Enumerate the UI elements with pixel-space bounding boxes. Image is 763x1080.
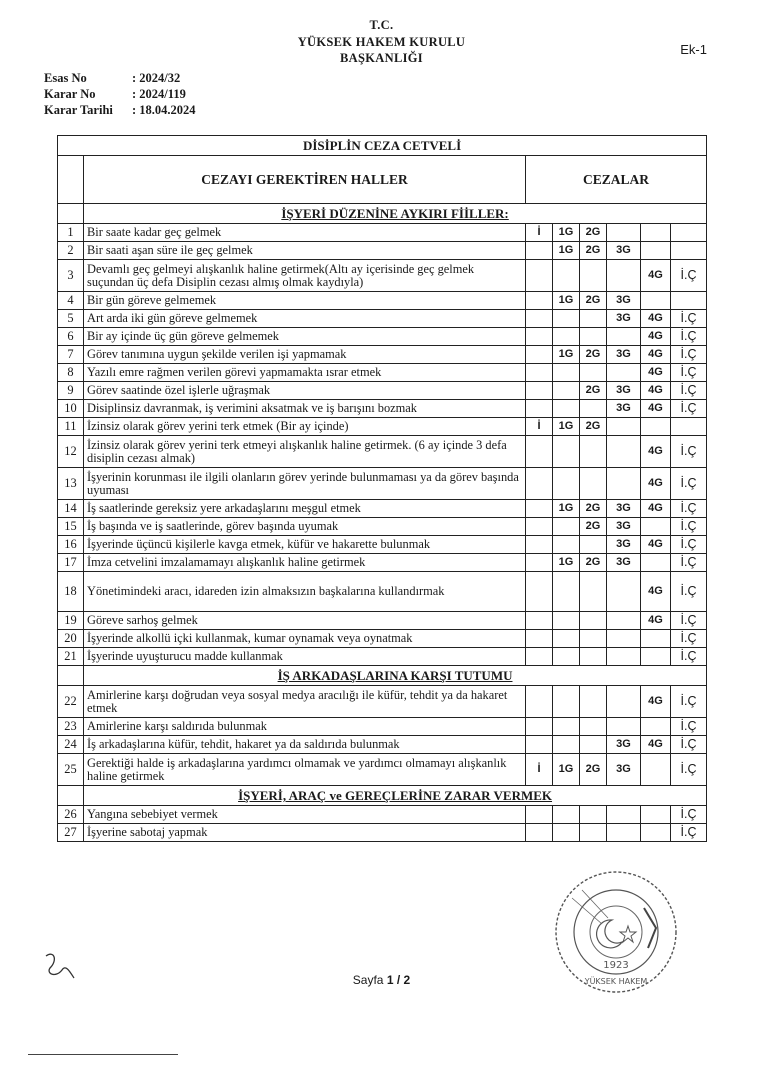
penalty-cell: 3G — [607, 310, 641, 328]
penalty-cell — [526, 648, 553, 666]
penalty-cell — [641, 418, 671, 436]
penalty-cell: 2G — [580, 418, 607, 436]
table-row — [58, 500, 707, 518]
penalty-cell — [641, 630, 671, 648]
penalty-cell — [580, 364, 607, 382]
penalty-cell — [526, 500, 553, 518]
penalty-cell: İ.Ç — [671, 718, 707, 736]
penalty-cell: İ.Ç — [671, 630, 707, 648]
row-number: 26 — [58, 806, 84, 824]
penalty-cell — [526, 536, 553, 554]
penalty-cell: 2G — [580, 292, 607, 310]
table-row — [58, 572, 707, 612]
penalty-cell: İ.Ç — [671, 364, 707, 382]
penalty-cell — [607, 418, 641, 436]
penalty-cell: İ.Ç — [671, 518, 707, 536]
penalty-cell: İ.Ç — [671, 806, 707, 824]
column-header-cases: CEZAYI GEREKTİREN HALLER — [84, 156, 526, 204]
penalty-cell — [607, 824, 641, 842]
case-description: Bir saati aşan süre ile geç gelmek — [84, 242, 526, 260]
case-description: Gerektiği halde iş arkadaşlarına yardımcı olmamak ve yardımcı olmamayı alışkanlık haline getirmek — [84, 754, 526, 786]
penalty-cell: İ.Ç — [671, 824, 707, 842]
table-row — [58, 612, 707, 630]
penalty-cell — [526, 612, 553, 630]
penalty-cell — [553, 824, 580, 842]
table-row — [58, 260, 707, 292]
penalty-cell: 3G — [607, 554, 641, 572]
table-row — [58, 242, 707, 260]
case-description: İş arkadaşlarına küfür, tehdit, hakaret ya da saldırıda bulunmak — [84, 736, 526, 754]
penalty-cell: 3G — [607, 536, 641, 554]
penalty-cell: 3G — [607, 518, 641, 536]
penalty-cell: İ.Ç — [671, 382, 707, 400]
row-number: 22 — [58, 686, 84, 718]
penalty-cell — [526, 736, 553, 754]
penalty-cell — [526, 242, 553, 260]
penalty-cell: 4G — [641, 686, 671, 718]
row-number: 17 — [58, 554, 84, 572]
penalty-cell — [526, 686, 553, 718]
table-row — [58, 310, 707, 328]
table-row — [58, 346, 707, 364]
penalty-cell — [526, 260, 553, 292]
table-row — [58, 436, 707, 468]
penalty-cell: İ.Ç — [671, 612, 707, 630]
penalty-cell: 4G — [641, 436, 671, 468]
meta-karar-tarihi: Karar Tarihi : 18.04.2024 — [44, 103, 196, 117]
penalty-cell — [553, 572, 580, 612]
penalty-cell — [580, 536, 607, 554]
penalty-cell — [526, 630, 553, 648]
penalty-cell: 3G — [607, 382, 641, 400]
penalty-cell: İ.Ç — [671, 400, 707, 418]
penalty-cell: 4G — [641, 400, 671, 418]
penalty-cell — [553, 310, 580, 328]
penalty-table — [57, 135, 707, 842]
penalty-cell — [553, 260, 580, 292]
case-description: Yönetimindeki aracı, idareden izin almaksızın başkalarına kullandırmak — [84, 572, 526, 612]
table-title: DİSİPLİN CEZA CETVELİ — [58, 136, 707, 156]
penalty-cell: 2G — [580, 518, 607, 536]
penalty-cell — [553, 648, 580, 666]
header-line-tc: T.C. — [369, 18, 394, 32]
penalty-cell: İ.Ç — [671, 500, 707, 518]
table-row — [58, 292, 707, 310]
table-row — [58, 224, 707, 242]
penalty-cell: 3G — [607, 736, 641, 754]
penalty-cell: 4G — [641, 310, 671, 328]
penalty-cell — [553, 536, 580, 554]
penalty-cell — [580, 686, 607, 718]
row-number: 2 — [58, 242, 84, 260]
table-row — [58, 518, 707, 536]
table-row — [58, 468, 707, 500]
case-description: İş saatlerinde gereksiz yere arkadaşlarını meşgul etmek — [84, 500, 526, 518]
penalty-cell — [671, 242, 707, 260]
row-number: 5 — [58, 310, 84, 328]
penalty-cell — [553, 468, 580, 500]
table-row — [58, 754, 707, 786]
penalty-cell: 3G — [607, 292, 641, 310]
case-description: Art arda iki gün göreve gelmemek — [84, 310, 526, 328]
table-row — [58, 648, 707, 666]
row-number: 25 — [58, 754, 84, 786]
row-number: 11 — [58, 418, 84, 436]
row-number: 16 — [58, 536, 84, 554]
table-row — [58, 400, 707, 418]
penalty-cell — [641, 518, 671, 536]
penalty-cell — [580, 572, 607, 612]
table-row — [58, 718, 707, 736]
row-number: 12 — [58, 436, 84, 468]
table-row — [58, 806, 707, 824]
section-heading: İŞ ARKADAŞLARINA KARŞI TUTUMU — [84, 666, 707, 686]
penalty-cell: 3G — [607, 400, 641, 418]
table-row — [58, 328, 707, 346]
penalty-cell — [580, 824, 607, 842]
meta-esas: Esas No : 2024/32 — [44, 71, 181, 85]
penalty-cell — [553, 382, 580, 400]
row-number: 27 — [58, 824, 84, 842]
penalty-cell — [607, 572, 641, 612]
case-description: İşyerinde üçüncü kişilerle kavga etmek, küfür ve hakarette bulunmak — [84, 536, 526, 554]
penalty-cell — [671, 418, 707, 436]
penalty-cell — [526, 400, 553, 418]
penalty-cell — [607, 612, 641, 630]
case-description: Göreve sarhoş gelmek — [84, 612, 526, 630]
penalty-cell — [607, 630, 641, 648]
header-line-office: BAŞKANLIĞI — [340, 51, 423, 65]
penalty-cell — [526, 718, 553, 736]
penalty-cell: 3G — [607, 346, 641, 364]
case-description: Görev saatinde özel işlerle uğraşmak — [84, 382, 526, 400]
section-heading: İŞYERİ, ARAÇ ve GEREÇLERİNE ZARAR VERMEK — [84, 786, 707, 806]
penalty-cell: 4G — [641, 382, 671, 400]
penalty-cell — [671, 292, 707, 310]
penalty-cell: 2G — [580, 346, 607, 364]
penalty-cell — [526, 554, 553, 572]
table-row — [58, 382, 707, 400]
penalty-cell — [580, 468, 607, 500]
table-row — [58, 824, 707, 842]
case-description: Bir ay içinde üç gün göreve gelmemek — [84, 328, 526, 346]
penalty-cell — [607, 718, 641, 736]
penalty-cell: 4G — [641, 328, 671, 346]
penalty-cell — [607, 468, 641, 500]
penalty-cell — [553, 686, 580, 718]
penalty-cell — [580, 806, 607, 824]
penalty-cell — [553, 612, 580, 630]
penalty-cell — [580, 436, 607, 468]
penalty-cell: 4G — [641, 468, 671, 500]
section-heading: İŞYERİ DÜZENİNE AYKIRI FİİLLER: — [84, 204, 707, 224]
case-description: İmza cetvelini imzalamamayı alışkanlık haline getirmek — [84, 554, 526, 572]
penalty-cell — [526, 364, 553, 382]
table-row — [58, 418, 707, 436]
penalty-cell — [553, 718, 580, 736]
penalty-cell: İ.Ç — [671, 310, 707, 328]
penalty-cell — [641, 824, 671, 842]
penalty-cell — [526, 310, 553, 328]
row-number: 14 — [58, 500, 84, 518]
row-number: 4 — [58, 292, 84, 310]
penalty-cell — [580, 648, 607, 666]
table-row — [58, 536, 707, 554]
penalty-cell — [607, 806, 641, 824]
penalty-cell — [553, 806, 580, 824]
table-row — [58, 686, 707, 718]
penalty-cell: 2G — [580, 242, 607, 260]
penalty-cell — [580, 260, 607, 292]
penalty-cell: 2G — [580, 554, 607, 572]
penalty-cell — [580, 328, 607, 346]
row-number: 19 — [58, 612, 84, 630]
case-description: Disiplinsiz davranmak, iş verimini aksatmak ve iş barışını bozmak — [84, 400, 526, 418]
penalty-cell: 1G — [553, 346, 580, 364]
row-number: 23 — [58, 718, 84, 736]
table-row — [58, 630, 707, 648]
penalty-cell — [553, 364, 580, 382]
penalty-cell — [553, 400, 580, 418]
row-number: 13 — [58, 468, 84, 500]
header-line-institution: YÜKSEK HAKEM KURULU — [297, 35, 466, 49]
penalty-cell: İ.Ç — [671, 648, 707, 666]
case-description: Yazılı emre rağmen verilen görevi yapmamakta ısrar etmek — [84, 364, 526, 382]
penalty-cell — [553, 436, 580, 468]
penalty-cell — [580, 400, 607, 418]
table-row — [58, 364, 707, 382]
penalty-cell: 2G — [580, 382, 607, 400]
penalty-cell — [641, 292, 671, 310]
penalty-cell: 4G — [641, 612, 671, 630]
penalty-cell — [526, 824, 553, 842]
row-number: 8 — [58, 364, 84, 382]
case-description: Yangına sebebiyet vermek — [84, 806, 526, 824]
table-row — [58, 554, 707, 572]
penalty-cell: İ — [526, 418, 553, 436]
penalty-cell: İ.Ç — [671, 346, 707, 364]
penalty-cell — [607, 328, 641, 346]
penalty-cell — [580, 718, 607, 736]
penalty-cell: İ.Ç — [671, 536, 707, 554]
penalty-cell: 4G — [641, 536, 671, 554]
penalty-cell — [526, 806, 553, 824]
row-number: 24 — [58, 736, 84, 754]
penalty-cell: 1G — [553, 418, 580, 436]
penalty-cell: İ.Ç — [671, 328, 707, 346]
penalty-cell — [607, 686, 641, 718]
penalty-cell: 2G — [580, 754, 607, 786]
penalty-cell: 4G — [641, 260, 671, 292]
row-number: 9 — [58, 382, 84, 400]
case-description: İşyerinde uyuşturucu madde kullanmak — [84, 648, 526, 666]
table-row — [58, 736, 707, 754]
row-number: 7 — [58, 346, 84, 364]
penalty-cell: 4G — [641, 364, 671, 382]
signature-icon — [40, 948, 80, 984]
penalty-cell: 4G — [641, 346, 671, 364]
penalty-cell — [526, 518, 553, 536]
penalty-cell — [553, 736, 580, 754]
penalty-cell — [526, 382, 553, 400]
penalty-cell — [607, 224, 641, 242]
penalty-cell — [671, 224, 707, 242]
meta-karar: Karar No : 2024/119 — [44, 87, 186, 101]
penalty-cell — [607, 364, 641, 382]
case-description: Bir gün göreve gelmemek — [84, 292, 526, 310]
penalty-cell: 1G — [553, 224, 580, 242]
case-description: İşyerine sabotaj yapmak — [84, 824, 526, 842]
stamp-text: YÜKSEK HAKEM — [584, 977, 648, 986]
penalty-cell — [641, 718, 671, 736]
penalty-cell: İ.Ç — [671, 468, 707, 500]
case-description: Görev tanımına uygun şekilde verilen işi yapmamak — [84, 346, 526, 364]
penalty-cell — [580, 630, 607, 648]
page-number: Sayfa 1 / 2 — [352, 973, 411, 987]
penalty-cell — [526, 436, 553, 468]
penalty-cell: 1G — [553, 292, 580, 310]
penalty-cell: İ.Ç — [671, 436, 707, 468]
penalty-cell — [641, 554, 671, 572]
penalty-cell: İ.Ç — [671, 554, 707, 572]
row-number: 3 — [58, 260, 84, 292]
penalty-cell — [553, 630, 580, 648]
penalty-cell: İ.Ç — [671, 260, 707, 292]
penalty-cell: İ — [526, 754, 553, 786]
penalty-cell — [526, 328, 553, 346]
case-description: İşyerinin korunması ile ilgili olanların görev yerinde bulunmaması ya da görev başında uyuması — [84, 468, 526, 500]
penalty-cell: İ.Ç — [671, 736, 707, 754]
case-description: İzinsiz olarak görev yerini terk etmek (Bir ay içinde) — [84, 418, 526, 436]
official-seal-icon — [552, 868, 680, 996]
case-description: İş başında ve iş saatlerinde, görev başında uyumak — [84, 518, 526, 536]
penalty-cell: 3G — [607, 754, 641, 786]
case-description: Devamlı geç gelmeyi alışkanlık haline getirmek(Altı ay içerisinde geç gelmek suçundan üç defa Disiplin cezası almış olmak kaydıyla) — [84, 260, 526, 292]
penalty-cell — [580, 310, 607, 328]
penalty-cell — [607, 436, 641, 468]
page-baseline — [28, 1054, 178, 1055]
penalty-cell: İ — [526, 224, 553, 242]
row-number: 21 — [58, 648, 84, 666]
penalty-cell: 4G — [641, 500, 671, 518]
penalty-cell — [641, 754, 671, 786]
penalty-cell — [641, 648, 671, 666]
penalty-cell — [553, 328, 580, 346]
penalty-cell — [526, 468, 553, 500]
row-number: 6 — [58, 328, 84, 346]
penalty-cell — [641, 806, 671, 824]
penalty-cell: İ.Ç — [671, 686, 707, 718]
penalty-cell: 1G — [553, 500, 580, 518]
penalty-cell — [641, 242, 671, 260]
case-description: İzinsiz olarak görev yerini terk etmeyi alışkanlık haline getirmek. (6 ay içinde 3 defa disiplin cezası almak) — [84, 436, 526, 468]
penalty-cell — [607, 260, 641, 292]
penalty-cell — [641, 224, 671, 242]
penalty-cell — [553, 518, 580, 536]
penalty-cell: 1G — [553, 554, 580, 572]
penalty-cell: 2G — [580, 500, 607, 518]
penalty-cell: 4G — [641, 736, 671, 754]
case-description: İşyerinde alkollü içki kullanmak, kumar oynamak veya oynatmak — [84, 630, 526, 648]
penalty-cell — [526, 346, 553, 364]
row-number: 1 — [58, 224, 84, 242]
penalty-cell: 1G — [553, 242, 580, 260]
stamp-year: 1923 — [603, 960, 629, 971]
case-description: Amirlerine karşı saldırıda bulunmak — [84, 718, 526, 736]
penalty-cell: İ.Ç — [671, 754, 707, 786]
penalty-cell — [607, 648, 641, 666]
row-number: 15 — [58, 518, 84, 536]
penalty-cell: 4G — [641, 572, 671, 612]
penalty-cell — [580, 736, 607, 754]
row-number: 10 — [58, 400, 84, 418]
case-description: Bir saate kadar geç gelmek — [84, 224, 526, 242]
annex-label: Ek-1 — [680, 42, 707, 57]
penalty-cell — [526, 292, 553, 310]
penalty-cell: İ.Ç — [671, 572, 707, 612]
row-number: 20 — [58, 630, 84, 648]
penalty-cell — [580, 612, 607, 630]
penalty-cell: 1G — [553, 754, 580, 786]
column-header-penalties: CEZALAR — [526, 156, 707, 204]
case-meta — [44, 70, 196, 118]
case-description: Amirlerine karşı doğrudan veya sosyal medya aracılığı ile küfür, tehdit ya da hakaret etmek — [84, 686, 526, 718]
penalty-cell: 3G — [607, 500, 641, 518]
penalty-cell: 3G — [607, 242, 641, 260]
penalty-cell: 2G — [580, 224, 607, 242]
penalty-cell — [526, 572, 553, 612]
row-number: 18 — [58, 572, 84, 612]
